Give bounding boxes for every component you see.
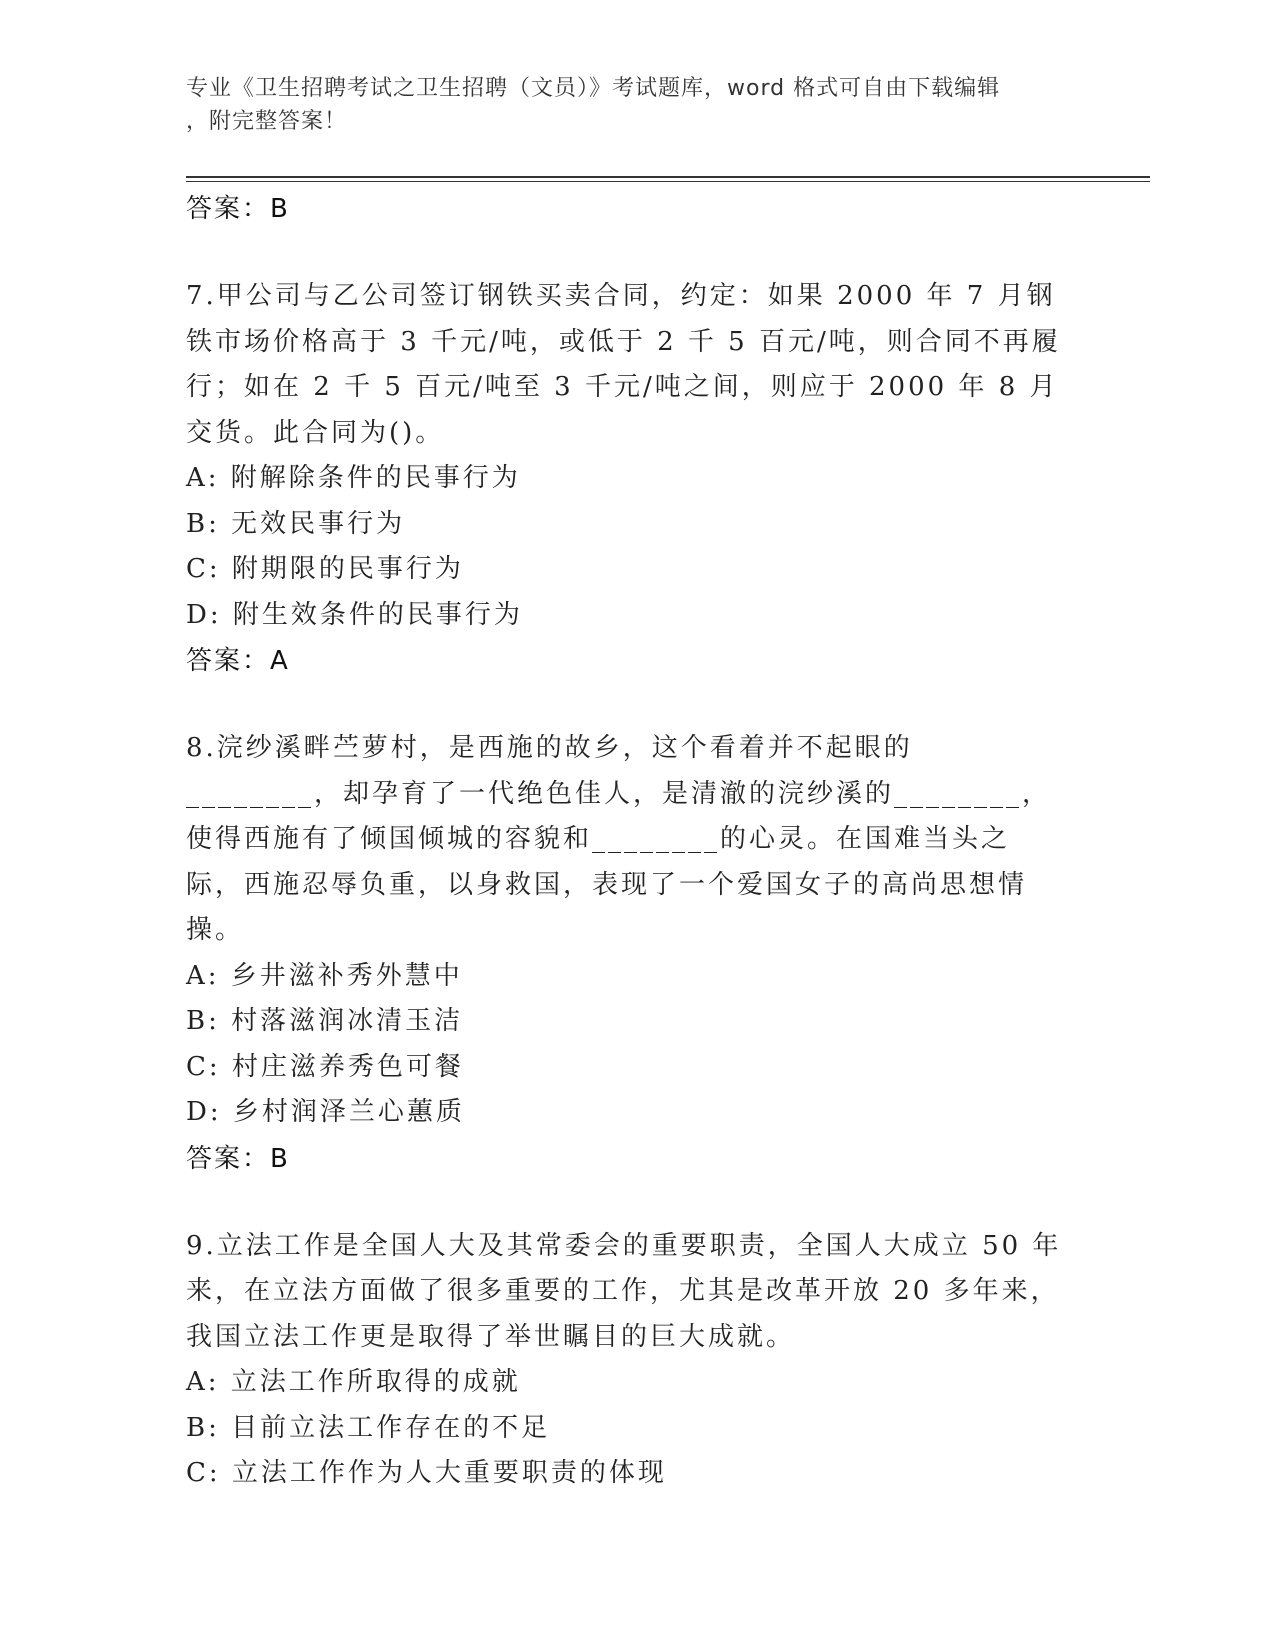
question-7-option-a: A: 附解除条件的民事行为 (186, 463, 521, 493)
question-8: 8.浣纱溪畔苎萝村，是西施的故乡，这个看着并不起眼的________，却孕育了一代绝色佳人，是清澈的浣纱溪的________，使得西施有了倾国倾城的容貌和________的心灵。在国难当头之际，西施忍辱负重，以身救国，表现了一个爱国女子的高尚思想情操。 (186, 733, 1052, 945)
question-9: 9.立法工作是全国人大及其常委会的重要职责，全国人大成立 50 年来，在立法方面做了很多重要的工作，尤其是改革开放 20 多年来，我国立法工作更是取得了举世瞩目的巨大成就。 (186, 1230, 1062, 1352)
question-8-option-b: B: 村落滋润冰清玉洁 (186, 1006, 464, 1036)
question-9-option-c: C: 立法工作作为人大重要职责的体现 (186, 1458, 667, 1488)
document-header (186, 72, 1066, 138)
question-8-option-a: A: 乡井滋补秀外慧中 (186, 960, 463, 991)
header-line-2: ，附完整答案！ (186, 109, 348, 134)
question-8-answer: 答案：B (186, 1143, 290, 1174)
question-7-option-c: C: 附期限的民事行为 (186, 554, 464, 584)
question-7-option-b: B: 无效民事行为 (186, 508, 406, 539)
document-body (186, 186, 1086, 1497)
header-rule-thick (186, 176, 1150, 178)
question-8-option-d: D: 乡村润泽兰心蕙质 (186, 1097, 465, 1127)
answer-line: 答案：B (186, 194, 290, 224)
question-9-option-b: B: 目前立法工作存在的不足 (186, 1412, 551, 1443)
header-line-1: 专业《卫生招聘考试之卫生招聘（文员）》考试题库，word 格式可自由下载编辑 (186, 76, 1001, 101)
question-9-option-a: A: 立法工作所取得的成就 (186, 1367, 521, 1397)
question-7-option-d: D: 附生效条件的民事行为 (186, 599, 523, 630)
question-8-option-c: C: 村庄滋养秀色可餐 (186, 1051, 464, 1082)
header-rule-thin (186, 181, 1150, 182)
question-7-answer: 答案：A (186, 646, 290, 676)
question-7: 7.甲公司与乙公司签订钢铁买卖合同，约定：如果 2000 年 7 月钢铁市场价格高于 3 千元/吨，或低于 2 千 5 百元/吨，则合同不再履行；如在 2 千 5 百元/吨至 3 千元/吨之间，则应于 2000 年 8 月交货。此合同为()。 (186, 281, 1061, 448)
